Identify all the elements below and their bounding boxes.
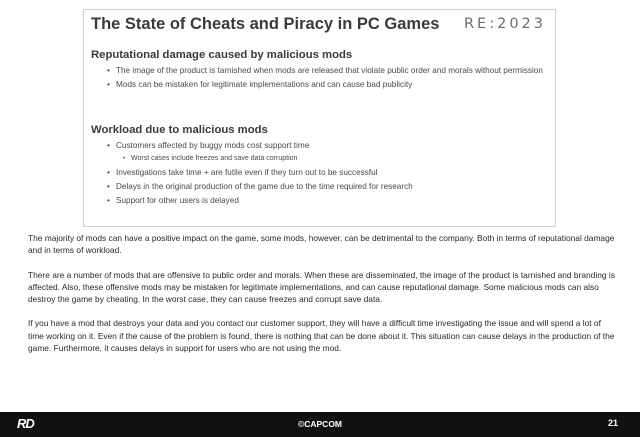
- re2023-logo: RE:2023: [463, 16, 546, 32]
- copyright-text: ©CAPCOM: [297, 419, 343, 429]
- bullet-dot-icon: •: [107, 66, 110, 75]
- paragraph: The majority of mods can have a positive impact on the game, some mods, however, can be detrimental to the company. Both in terms of reputational damage and in terms of workload.: [28, 233, 615, 256]
- bullet-dot-icon: •: [107, 80, 110, 89]
- section-reputational-damage: [91, 48, 549, 93]
- paragraph: There are a number of mods that are offensive to public order and morals. When these are disseminated, the image of the product is tarnished and branding is affected. Also, these offensive mods may be mistaken for legitimate implementations, and can cause reputational damage. Some malicious mods can also destroy the game by cheating. In the worst case, they can cause freezes and corrupt save data.: [28, 269, 615, 305]
- bullet-item: • Delays in the original production of the game due to the time required for research: [107, 182, 413, 191]
- section-heading: Workload due to malicious mods: [91, 124, 268, 136]
- bullet-item: • Investigations take time + are futile even if they turn out to be successful: [107, 168, 378, 177]
- paragraph: If you have a mod that destroys your data and you contact our customer support, they will have a difficult time investigating the issue and will spend a lot of time working on it. Even if the cause of the problem is found, there is nothing that can be done about it. This situation can cause delays in the production of the game. Furthermore, it causes delays in support for users who are not using the mod.: [28, 318, 615, 354]
- bullet-list: [91, 65, 549, 90]
- bullet-item: • Customers affected by buggy mods cost support time: [107, 141, 310, 150]
- slide-frame: [83, 9, 556, 227]
- page-number: 21: [607, 418, 618, 428]
- bullet-dot-icon: •: [107, 196, 110, 205]
- speaker-notes: [28, 232, 618, 366]
- bullet-item: • The image of the product is tarnished when mods are released that violate public order and morals without permission: [107, 66, 543, 75]
- bullet-item: • Support for other users is delayed: [107, 196, 239, 205]
- bullet-dot-icon: •: [107, 168, 110, 177]
- section-workload: [91, 123, 549, 209]
- rd-logo: RD: [17, 416, 34, 431]
- bullet-list: [91, 140, 549, 206]
- bullet-dot-icon: •: [123, 156, 126, 162]
- footer-bar: [0, 412, 640, 437]
- section-heading: Reputational damage caused by malicious mods: [91, 49, 353, 61]
- bullet-item: • Mods can be mistaken for legitimate implementations and can cause bad publicity: [107, 80, 413, 89]
- sub-bullet-item: • Worst cases include freezes and save data corruption: [123, 155, 298, 162]
- slide-title: The State of Cheats and Piracy in PC Games: [91, 15, 440, 33]
- bullet-dot-icon: •: [107, 141, 110, 150]
- bullet-dot-icon: •: [107, 182, 110, 191]
